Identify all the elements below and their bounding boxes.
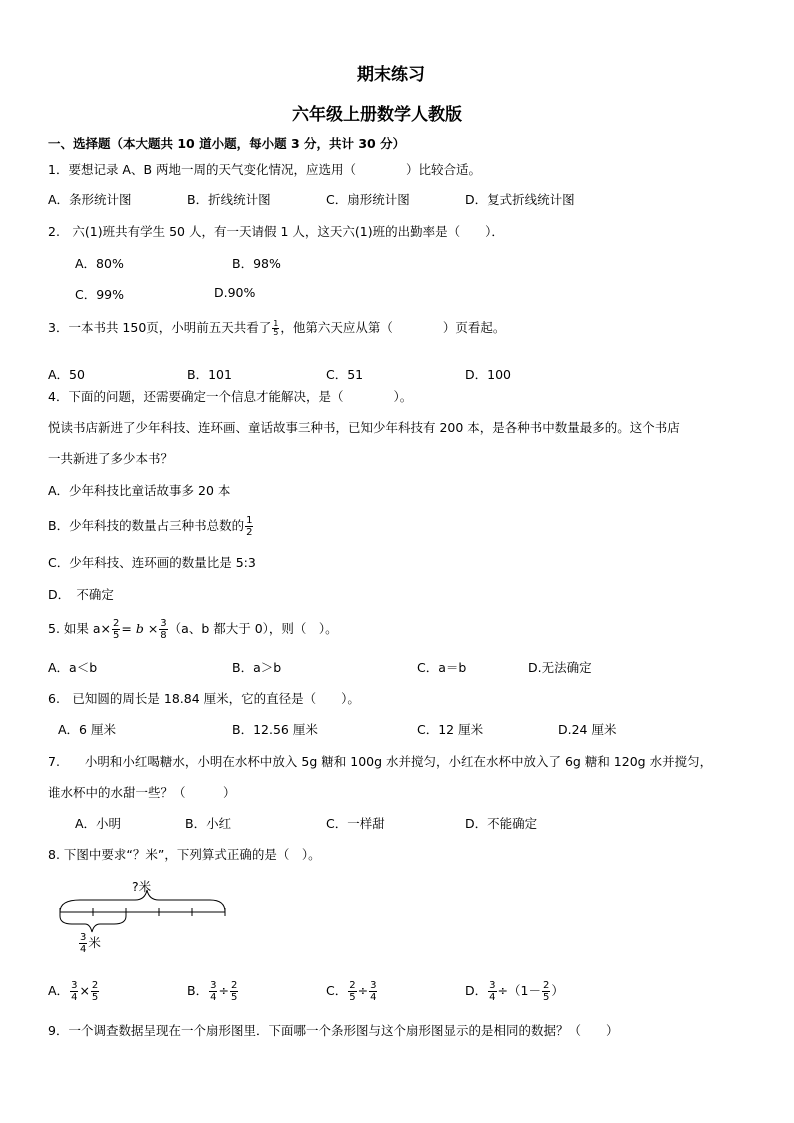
question-4: 4．下面的问题，还需要确定一个信息才能解决，是（ ）。 <box>48 389 413 404</box>
q6-option-b: B．12.56 厘米 <box>232 722 318 737</box>
q2-option-d: D.90% <box>214 285 256 300</box>
question-7-line-1: 7. 小明和小红喝糖水，小明在水杯中放入 5g 糖和 100g 水并搅匀，小红在水杯中放入了 6g 糖和 120g 水并搅匀， <box>48 754 713 769</box>
q4-stem-line-1: 悦读书店新进了少年科技、连环画、童话故事三种书，已知少年科技有 200 本，是各种书中数量最多的。这个书店 <box>48 420 680 435</box>
q1-option-b: B．折线统计图 <box>187 192 271 207</box>
q8-option-c: C． $\frac{2}{5}$ ÷ $\frac{3}{4}$ <box>326 980 377 1003</box>
question-3 <box>48 318 505 337</box>
q8-option-d: D． $\frac{3}{4}$ ÷（1－ $\frac{2}{5}$ ） <box>465 980 564 1003</box>
q5-option-b: B．a＞b <box>232 660 282 675</box>
q8-top-label: ?米 <box>132 879 152 894</box>
q4-fraction: $\frac{1}{2}$ <box>246 515 253 538</box>
q5-option-a: A．a＜b <box>48 660 98 675</box>
question-8: 8. 下图中要求“？米”，下列算式正确的是（ ）。 <box>48 847 321 862</box>
q2-option-a: A．80% <box>75 256 124 271</box>
question-2: 2. 六(1)班共有学生 50 人，有一天请假 1 人，这天六(1)班的出勤率是（ ）． <box>48 224 504 239</box>
q5-option-c: C．a＝b <box>417 660 467 675</box>
q7-option-d: D．不能确定 <box>465 816 538 831</box>
q8-bottom-label: $\frac{3}{4}$ 米 <box>80 932 101 955</box>
q6-option-d: D.24 厘米 <box>558 722 617 737</box>
q4-option-a: A．少年科技比童话故事多 20 本 <box>48 483 231 498</box>
q7-option-a: A．小明 <box>75 816 122 831</box>
q5-fraction-2: $\frac{3}{8}$ <box>160 618 167 641</box>
q2-option-b: B．98% <box>232 256 281 271</box>
question-1: 1．要想记录 A、B 两地一周的天气变化情况，应选用（ ）比较合适。 <box>48 162 482 177</box>
q7-option-c: C．一样甜 <box>326 816 385 831</box>
q8-option-a: A． $\frac{3}{4}$ × $\frac{2}{5}$ <box>48 980 99 1003</box>
q4-option-c: C．少年科技、连环画的数量比是 5:3 <box>48 555 256 570</box>
q8-option-b: B． $\frac{3}{4}$ ÷ $\frac{2}{5}$ <box>187 980 238 1003</box>
q5-fraction-1: $\frac{2}{5}$ <box>113 618 120 641</box>
q1-option-a: A．条形统计图 <box>48 192 132 207</box>
section-header: 一、选择题（本大题共 10 道小题，每小题 3 分，共计 30 分） <box>48 136 406 151</box>
bottom-brace <box>60 916 126 932</box>
q3-fraction: $\frac{1}{5}$ <box>273 319 279 337</box>
q3-option-d: D．100 <box>465 367 511 382</box>
q3-option-a: A．50 <box>48 367 85 382</box>
q6-option-c: C．12 厘米 <box>417 722 484 737</box>
q5-option-d: D.无法确定 <box>528 660 592 675</box>
question-7-line-2: 谁水杯中的水甜一些？（ ） <box>48 785 236 800</box>
q4-option-b: B．少年科技的数量占三种书总数的 $\frac{1}{2}$ <box>48 515 253 538</box>
q2-option-c: C．99% <box>75 287 125 302</box>
q4-option-d: D． 不确定 <box>48 587 114 602</box>
q6-option-a: A．6 厘米 <box>58 722 116 737</box>
question-5: 5. 如果 a× $\frac{2}{5}$ = b × $\frac{3}{8}$ （a、b 都大于 0），则（ ）。 <box>48 618 338 641</box>
q3-text-pre: 3．一本书共 150页，小明前五天共看了 <box>48 320 272 335</box>
page-title: 期末练习 <box>357 65 425 85</box>
q3-text-post: ，他第六天应从第（ ）页看起。 <box>280 320 506 335</box>
q7-option-b: B．小红 <box>185 816 232 831</box>
page-subtitle: 六年级上册数学人教版 <box>292 105 462 125</box>
q4-stem-line-2: 一共新进了多少本书？ <box>48 451 174 466</box>
q1-option-d: D．复式折线统计图 <box>465 192 575 207</box>
q1-option-c: C．扇形统计图 <box>326 192 410 207</box>
q3-option-b: B．101 <box>187 367 232 382</box>
question-6: 6. 已知圆的周长是 18.84 厘米，它的直径是（ ）。 <box>48 691 360 706</box>
question-9: 9．一个调查数据呈现在一个扇形图里．下面哪一个条形图与这个扇形图显示的是相同的数据？（ ） <box>48 1023 619 1038</box>
q3-option-c: C．51 <box>326 367 364 382</box>
